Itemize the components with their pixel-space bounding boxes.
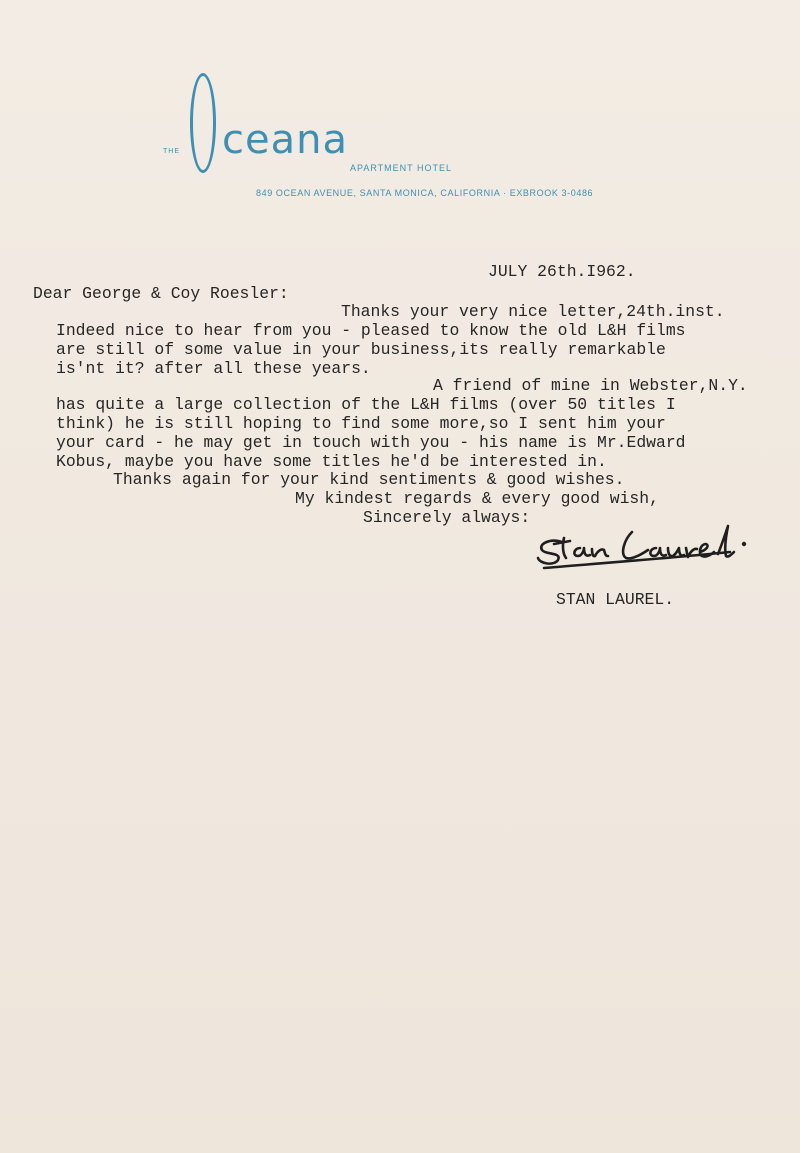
letterhead-hotel-name: ceana (222, 117, 348, 163)
letter-line: My kindest regards & every good wish, (295, 489, 659, 508)
letter-line: A friend of mine in Webster,N.Y. (433, 376, 748, 395)
letterhead-the: THE (163, 148, 180, 155)
letter-line: think) he is still hoping to find some more,so I sent him your (56, 414, 666, 433)
letterhead-address: 849 OCEAN AVENUE, SANTA MONICA, CALIFORNIA · EXBROOK 3-0486 (256, 188, 594, 198)
letter-line: Kobus, maybe you have some titles he'd be interested in. (56, 452, 607, 471)
letterhead (0, 0, 800, 220)
letter-line: Thanks again for your kind sentiments & good wishes. (113, 470, 625, 489)
letterhead-subtitle: APARTMENT HOTEL (350, 163, 453, 173)
letter-line: has quite a large collection of the L&H films (over 50 titles I (56, 395, 676, 414)
letter-line: is'nt it? after all these years. (56, 359, 371, 378)
letter-date: JULY 26th.I962. (488, 262, 636, 281)
letter-line: are still of some value in your business,its really remarkable (56, 340, 666, 359)
handwritten-signature (532, 514, 762, 584)
letterhead-o-logo (190, 73, 216, 173)
letter-line: your card - he may get in touch with you - his name is Mr.Edward (56, 433, 686, 452)
typed-signature-name: STAN LAUREL. (556, 590, 675, 609)
letter-line: Thanks your very nice letter,24th.inst. (341, 302, 725, 321)
letter-salutation: Dear George & Coy Roesler: (33, 284, 289, 303)
letter-line: Indeed nice to hear from you - pleased to know the old L&H films (56, 321, 686, 340)
letter-line: Sincerely always: (363, 508, 531, 527)
